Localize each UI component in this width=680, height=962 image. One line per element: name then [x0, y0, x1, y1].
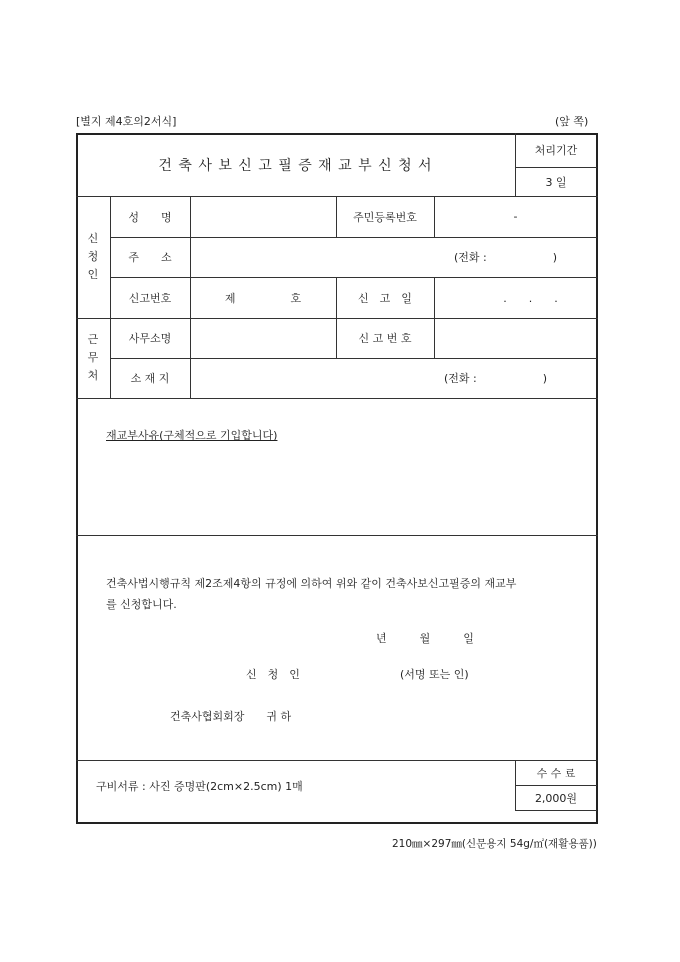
name-field[interactable] [190, 196, 336, 237]
required-documents: 구비서류 : 사진 증명판(2cm×2.5cm) 1매 [96, 780, 303, 793]
address-label: 주 소 [128, 251, 172, 264]
address-field[interactable]: (전화 : ) [453, 251, 557, 264]
processing-value: 3 일 [545, 175, 567, 189]
fee-value: 2,000원 [534, 791, 578, 805]
applicant-sign-label: 신 청 인 [246, 668, 300, 681]
location-label: 소 재 지 [130, 372, 170, 385]
report-no-field[interactable]: 제 호 [224, 291, 302, 305]
report-date-field[interactable]: . . . [503, 291, 558, 305]
form-id: [별지 제4호의2서식] [76, 115, 177, 128]
paper-spec: 210㎜×297㎜(신문용지 54g/㎡(재활용품)) [392, 838, 597, 850]
report-no-label: 신고번호 [128, 291, 172, 305]
declaration-line2: 를 신청합니다. [106, 598, 177, 611]
report-date-label: 신 고 일 [358, 291, 412, 305]
applicant-group-label: 신 청 인 [87, 232, 99, 281]
workplace-report-no-label: 신 고 번 호 [358, 332, 412, 345]
location-field[interactable]: (전화 : ) [443, 372, 547, 385]
processing-label: 처리기간 [534, 144, 578, 157]
office-label: 사무소명 [128, 332, 172, 345]
workplace-group-label: 근 무 처 [87, 333, 99, 382]
name-label: 성 명 [128, 210, 172, 224]
signature-label: (서명 또는 인) [400, 668, 469, 681]
reason-label: 재교부사유(구체적으로 기입합니다) [106, 429, 278, 442]
form-title: 건 축 사 보 신 고 필 증 재 교 부 신 청 서 [158, 157, 433, 174]
reason-field[interactable] [78, 445, 595, 533]
workplace-report-no-field[interactable] [434, 318, 597, 358]
office-field[interactable] [190, 318, 336, 358]
fee-label: 수 수 료 [536, 766, 576, 780]
declaration-line1: 건축사법시행규칙 제2조제4항의 규정에 의하여 위와 같이 건축사보신고필증의 재교부 [106, 577, 517, 590]
rrn-field[interactable]: - [513, 210, 518, 223]
rrn-label: 주민등록번호 [353, 210, 417, 224]
recipient: 건축사협회회장 귀 하 [170, 710, 292, 723]
page-side: (앞 쪽) [555, 115, 589, 128]
declaration-date: 년 월 일 [376, 632, 474, 645]
